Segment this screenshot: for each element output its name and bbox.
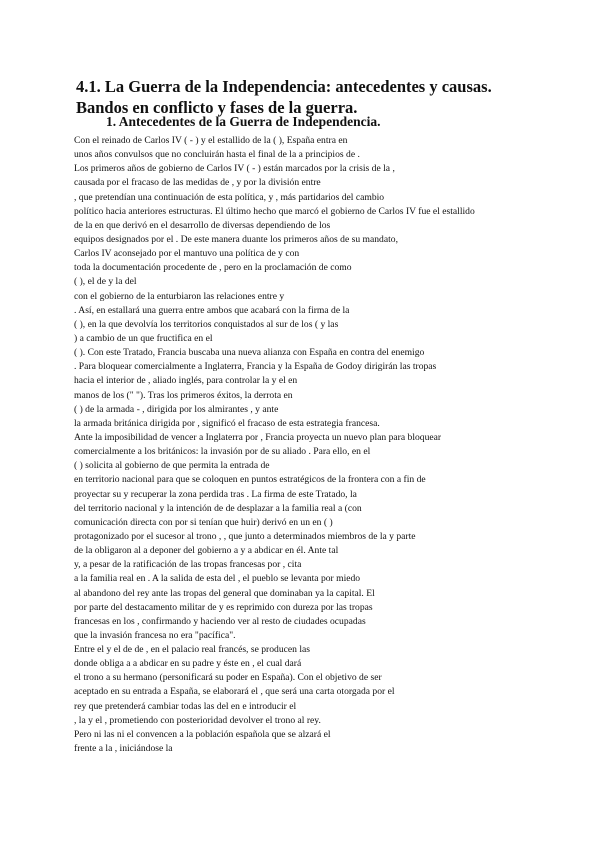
text-line: Con el reinado de Carlos IV ( - ) y el estallido de la ( ), España entra en bbox=[74, 135, 348, 146]
text-line: y, a pesar de la ratificación de las tropas francesas por , cita bbox=[74, 559, 302, 571]
text-line: político hacia anteriores estructuras. El último hecho que marcó el gobierno de Carlos IV fue el estallido bbox=[74, 205, 475, 217]
text-line: de la en que derivó en el desarrollo de diversas dependiendo de los bbox=[74, 219, 331, 231]
text-line: Carlos IV aconsejado por el mantuvo una política de y con bbox=[74, 248, 300, 260]
text-line: aceptado en su entrada a España, se elaborará el , que será una carta otorgada por el bbox=[74, 686, 395, 698]
text-line: la armada británica dirigida por , significó el fracaso de esta estrategia francesa. bbox=[74, 417, 380, 429]
text-line: por parte del destacamento militar de y es reprimido con dureza por las tropas bbox=[74, 601, 373, 613]
text-line: rey que pretenderá cambiar todas las del en e introducir el bbox=[74, 700, 297, 712]
text-line: Los primeros años de gobierno de Carlos IV ( - ) están marcados por la crisis de la , bbox=[74, 163, 395, 175]
text-line: que la invasión francesa no era "pacífica". bbox=[74, 629, 236, 641]
body-text bbox=[74, 134, 534, 756]
text-line: del territorio nacional y la intención de de desplazar a la familia real a (con bbox=[74, 502, 362, 514]
text-line: . Así, en estallará una guerra entre ambos que acabará con la firma de la bbox=[74, 304, 350, 316]
text-line: . Para bloquear comercialmente a Inglaterra, Francia y la España de Godoy dirigirán las tropas bbox=[74, 361, 437, 373]
text-line: ( ), el de y la del bbox=[74, 276, 137, 288]
text-line: ( ), en la que devolvía los territorios conquistados al sur de los ( y las bbox=[74, 318, 339, 330]
text-line: el trono a su hermano (personificará su poder en España). Con el objetivo de ser bbox=[74, 672, 382, 684]
text-line: hacia el interior de , aliado inglés, para controlar la y el en bbox=[74, 375, 298, 387]
text-line: proyectar su y recuperar la zona perdida tras . La firma de este Tratado, la bbox=[74, 488, 357, 500]
text-line: causada por el fracaso de las medidas de , y por la división entre bbox=[74, 177, 321, 189]
text-line: manos de los (" "). Tras los primeros éxitos, la derrota en bbox=[74, 389, 293, 401]
section-heading: 1. Antecedentes de la Guerra de Independencia. bbox=[106, 114, 381, 129]
text-line: , que pretendían una continuación de esta política, y , más partidarios del cambio bbox=[74, 191, 385, 203]
text-line: ( ). Con este Tratado, Francia buscaba una nueva alianza con España en contra del enemigo bbox=[74, 347, 425, 359]
text-line: de la obligaron al a deponer del gobierno a y a abdicar en él. Ante tal bbox=[74, 545, 339, 557]
text-line: con el gobierno de la enturbiaron las relaciones entre y bbox=[74, 290, 285, 302]
page-title-line-2: Bandos en conflicto y fases de la guerra. bbox=[76, 98, 358, 117]
text-line: protagonizado por el sucesor al trono , , que junto a determinados miembros de la y parte bbox=[74, 530, 416, 542]
text-line: unos años convulsos que no concluirán hasta el final de la a principios de . bbox=[74, 149, 360, 161]
text-line: al abandono del rey ante las tropas del general que dominaban ya la capital. El bbox=[74, 587, 375, 599]
text-line: comercialmente a los británicos: la invasión por de su aliado . Para ello, en el bbox=[74, 446, 371, 458]
page-title-line-1: 4.1. La Guerra de la Independencia: antecedentes y causas. bbox=[76, 77, 492, 96]
text-line: a la familia real en . A la salida de esta del , el pueblo se levanta por miedo bbox=[74, 573, 361, 585]
text-line: toda la documentación procedente de , pero en la proclamación de como bbox=[74, 262, 352, 274]
text-line: Ante la imposibilidad de vencer a Inglaterra por , Francia proyecta un nuevo plan para bloquear bbox=[74, 431, 442, 443]
text-line: Entre el y el de de , en el palacio real francés, se producen las bbox=[74, 644, 310, 656]
text-line: Pero ni las ni el convencen a la población española que se alzará el bbox=[74, 728, 331, 740]
text-line: francesas en los , confirmando y haciendo ver al resto de ciudades ocupadas bbox=[74, 615, 366, 627]
text-line: ( ) solicita al gobierno de que permita la entrada de bbox=[74, 460, 270, 472]
text-line: , la y el , prometiendo con posterioridad devolver el trono al rey. bbox=[74, 714, 321, 726]
text-line: en territorio nacional para que se coloquen en puntos estratégicos de la frontera con a fin de bbox=[74, 474, 426, 486]
text-line: frente a la , iniciándose la bbox=[74, 743, 173, 755]
text-line: ) a cambio de un que fructifica en el bbox=[74, 332, 213, 344]
text-line: donde obliga a a abdicar en su padre y éste en , el cual dará bbox=[74, 658, 302, 670]
text-line: comunicación directa con por si tenían que huir) derivó en un en ( ) bbox=[74, 516, 333, 528]
text-line: ( ) de la armada - , dirigida por los almirantes , y ante bbox=[74, 403, 279, 415]
text-line: equipos designados por el . De este manera duante los primeros años de su mandato, bbox=[74, 233, 398, 245]
